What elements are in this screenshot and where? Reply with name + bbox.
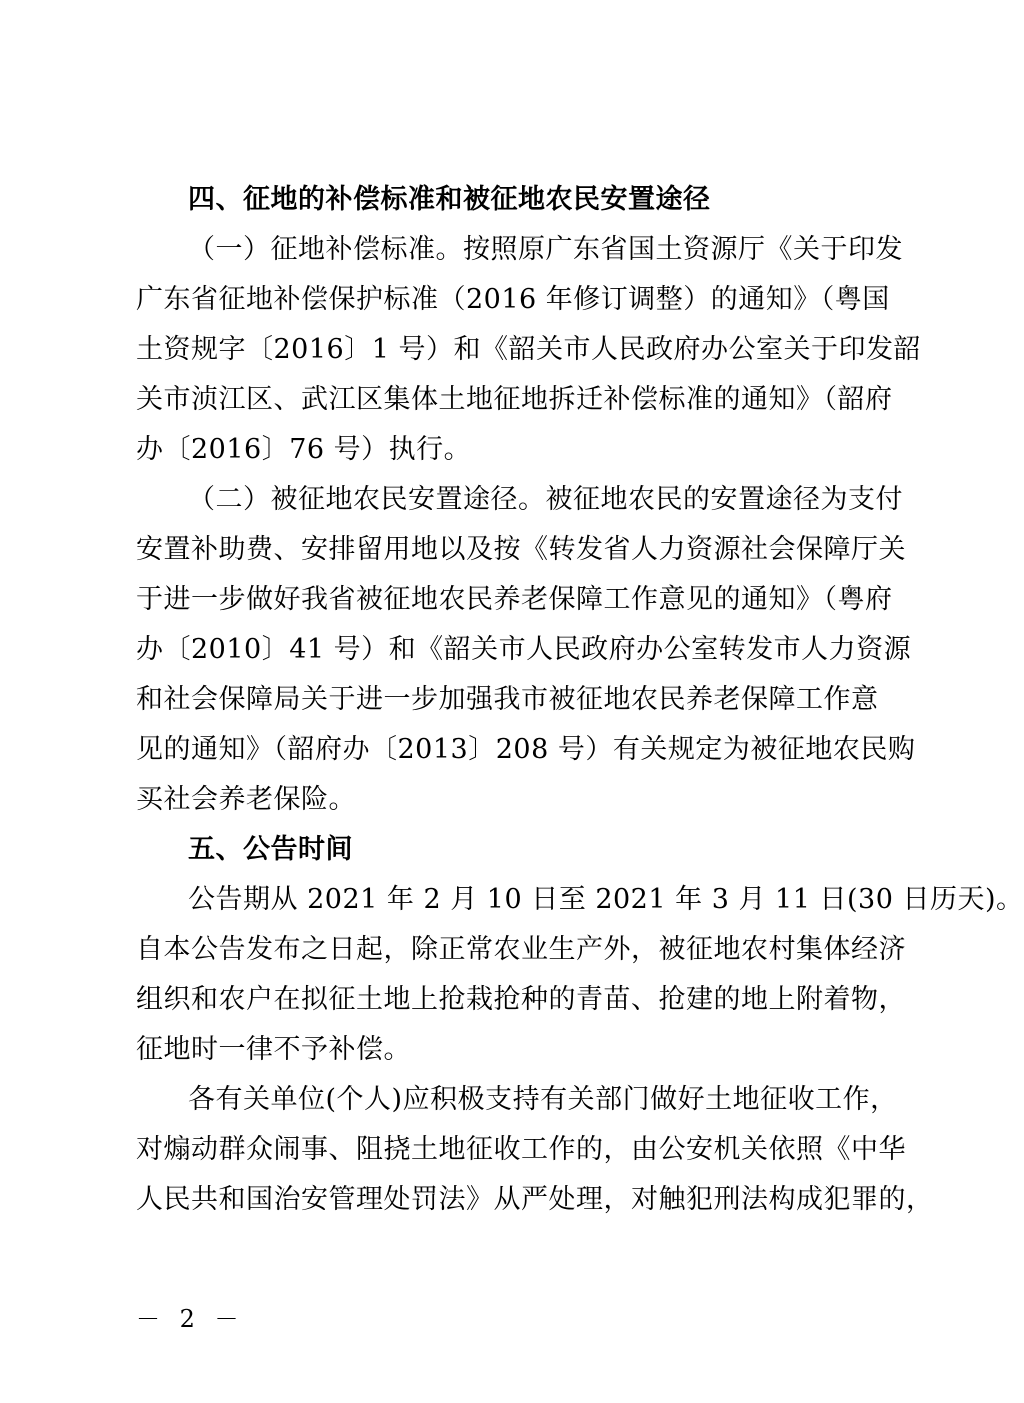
- notice-period-line-4: 征地时一律不予补偿。: [136, 1034, 411, 1065]
- item-2-line-4: 办〔2010〕41 号）和《韶关市人民政府办公室转发市人力资源: [136, 634, 912, 665]
- section-4-heading: 四、征地的补偿标准和被征地农民安置途径: [188, 184, 711, 215]
- section-5-heading: 五、公告时间: [188, 834, 353, 865]
- notice-period-line-2: 自本公告发布之日起，除正常农业生产外，被征地农村集体经济: [136, 934, 906, 965]
- item-1-line-5: 办〔2016〕76 号）执行。: [136, 434, 472, 465]
- item-2-line-7: 买社会养老保险。: [136, 784, 356, 815]
- item-2-line-3: 于进一步做好我省被征地农民养老保障工作意见的通知》（粤府: [136, 584, 893, 615]
- support-para-line-2: 对煽动群众闹事、阻挠土地征收工作的，由公安机关依照《中华: [136, 1134, 906, 1165]
- item-1-line-1: （一）征地补偿标准。按照原广东省国土资源厅《关于印发: [188, 234, 903, 265]
- item-2-line-2: 安置补助费、安排留用地以及按《转发省人力资源社会保障厅关: [136, 534, 906, 565]
- item-2-line-5: 和社会保障局关于进一步加强我市被征地农民养老保障工作意: [136, 684, 879, 715]
- item-1-line-3: 土资规字〔2016〕1 号）和《韶关市人民政府办公室关于印发韶: [136, 334, 921, 365]
- item-1-line-4: 关市浈江区、武江区集体土地征地拆迁补偿标准的通知》（韶府: [136, 384, 893, 415]
- page-number: － 2 －: [136, 1305, 245, 1333]
- item-2-line-6: 见的通知》（韶府办〔2013〕208 号）有关规定为被征地农民购: [136, 734, 916, 765]
- support-para-line-3: 人民共和国治安管理处罚法》从严处理，对触犯刑法构成犯罪的，: [136, 1184, 934, 1215]
- notice-period-line-3: 组织和农户在拟征土地上抢栽抢种的青苗、抢建的地上附着物，: [136, 984, 906, 1015]
- item-1-line-2: 广东省征地补偿保护标准（2016 年修订调整）的通知》（粤国: [136, 284, 890, 315]
- support-para-line-1: 各有关单位(个人)应积极支持有关部门做好土地征收工作，: [188, 1084, 898, 1115]
- item-2-line-1: （二）被征地农民安置途径。被征地农民的安置途径为支付: [188, 484, 903, 515]
- notice-period-line-1: 公告期从 2021 年 2 月 10 日至 2021 年 3 月 11 日(30 日历天)。: [188, 884, 1024, 915]
